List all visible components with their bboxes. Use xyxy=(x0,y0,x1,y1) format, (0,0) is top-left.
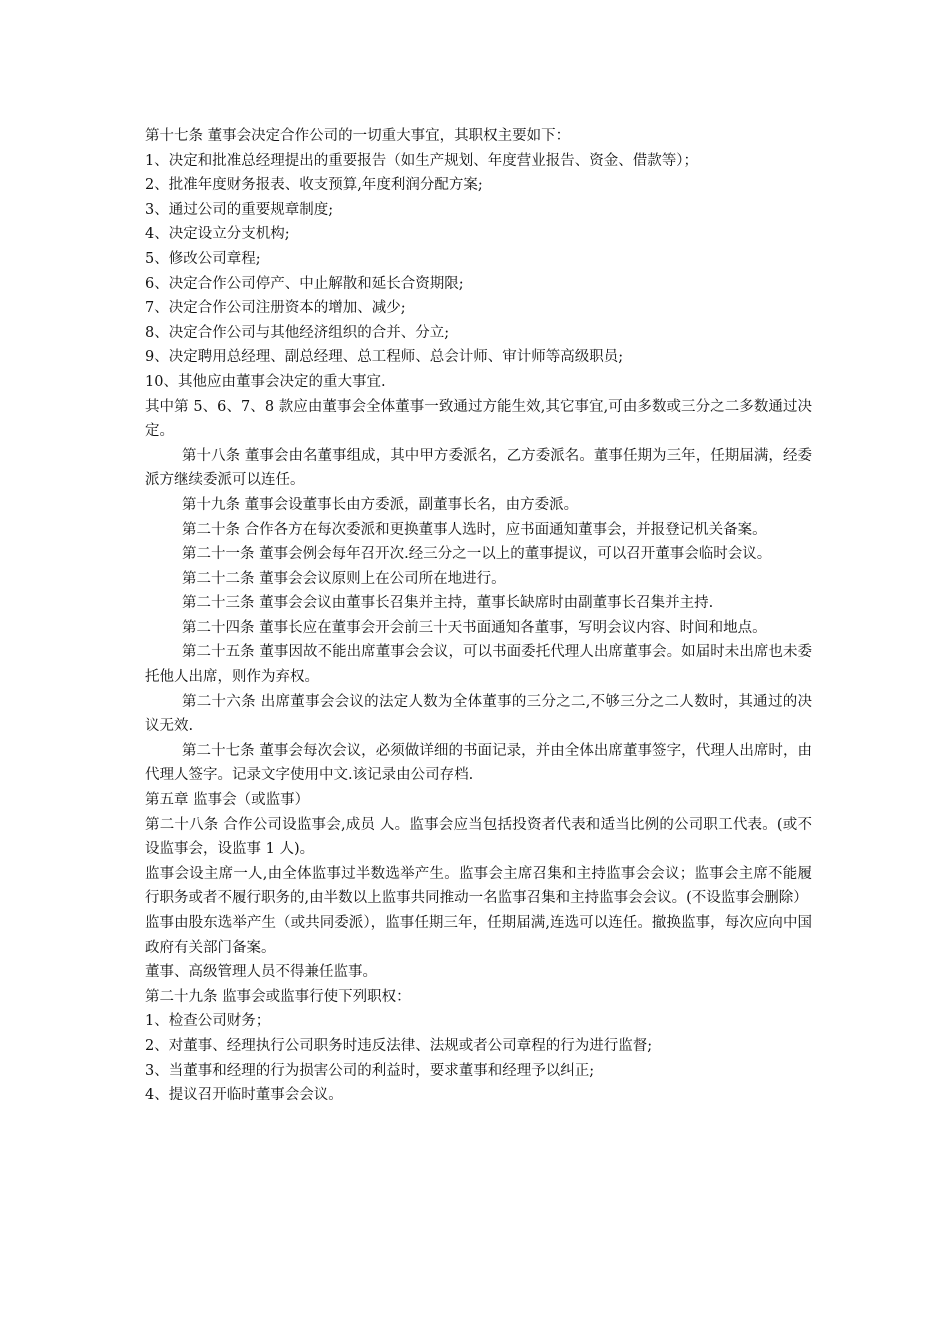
list-item: 3、通过公司的重要规章制度; xyxy=(145,201,334,218)
list-item: 1、检查公司财务； xyxy=(145,1013,271,1030)
article-22: 第二十二条 董事会会议原则上在公司所在地进行。 xyxy=(182,570,506,587)
supervisor-election-paragraph: 监事由股东选举产生（或共同委派），监事任期三年，任期届满,连选可以连任。撤换监事，每次应向中国政府有关部门备案。 xyxy=(145,915,812,956)
article-27: 第二十七条 董事会每次会议，必须做详细的书面记录，并由全体出席董事签字，代理人出席时，由代理人签字。记录文字使用中文.该记录由公司存档. xyxy=(145,742,812,784)
article-17-heading: 第十七条 董事会决定合作公司的一切重大事宜，其职权主要如下： xyxy=(145,128,571,144)
article-24: 第二十四条 董事长应在董事会开会前三十天书面通知各董事，写明会议内容、时间和地点。 xyxy=(182,619,767,636)
no-dual-role-paragraph: 董事、高级管理人员不得兼任监事。 xyxy=(145,964,377,981)
voting-note: 其中第 5、6、7、8 款应由董事会全体董事一致通过方能生效,其它事宜,可由多数或三分之二多数通过决定。 xyxy=(145,398,812,440)
list-item: 4、决定设立分支机构; xyxy=(145,226,290,243)
list-item: 3、当董事和经理的行为损害公司的利益时，要求董事和经理予以纠正; xyxy=(145,1062,595,1079)
list-item: 7、决定合作公司注册资本的增加、减少; xyxy=(145,300,406,317)
article-26: 第二十六条 出席董事会会议的法定人数为全体董事的三分之二,不够三分之二人数时，其通过的决议无效. xyxy=(145,693,812,735)
list-item: 10、其他应由董事会决定的重大事宜. xyxy=(145,373,386,390)
article-21: 第二十一条 董事会例会每年召开次.经三分之一以上的董事提议，可以召开董事会临时会议。 xyxy=(182,546,772,563)
supervisory-chair-paragraph: 监事会设主席一人,由全体监事过半数选举产生。监事会主席召集和主持监事会会议；监事会主席不能履行职务或者不履行职务的,由半数以上监事共同推动一名监事召集和主持监事会会议。(不设监事会删除） xyxy=(145,865,812,907)
article-18: 第十八条 董事会由名董事组成，其中甲方委派名，乙方委派名。董事任期为三年，任期届满，经委派方继续委派可以连任。 xyxy=(145,447,812,489)
list-item: 9、决定聘用总经理、副总经理、总工程师、总会计师、审计师等高级职员; xyxy=(145,349,624,366)
list-item: 6、决定合作公司停产、中止解散和延长合资期限; xyxy=(145,275,464,292)
article-29-heading: 第二十九条 监事会或监事行使下列职权： xyxy=(145,988,411,1005)
document-body xyxy=(145,124,812,1108)
list-item: 5、修改公司章程; xyxy=(145,250,261,267)
list-item: 4、提议召开临时董事会会议。 xyxy=(145,1087,343,1104)
article-28: 第二十八条 合作公司设监事会,成员 人。监事会应当包括投资者代表和适当比例的公司职工代表。(或不设监事会，设监事 1 人)。 xyxy=(145,816,812,858)
article-20: 第二十条 合作各方在每次委派和更换董事人选时，应书面通知董事会，并报登记机关备案。 xyxy=(182,521,767,538)
list-item: 1、决定和批准总经理提出的重要报告（如生产规划、年度营业报告、资金、借款等）； xyxy=(145,152,698,169)
article-23: 第二十三条 董事会会议由董事长召集并主持，董事长缺席时由副董事长召集并主持. xyxy=(182,595,714,612)
list-item: 8、决定合作公司与其他经济组织的合并、分立; xyxy=(145,324,450,341)
list-item: 2、对董事、经理执行公司职务时违反法律、法规或者公司章程的行为进行监督; xyxy=(145,1037,653,1054)
list-item: 2、批准年度财务报表、收支预算,年度利润分配方案; xyxy=(145,177,483,194)
article-19: 第十九条 董事会设董事长由方委派，副董事长名，由方委派。 xyxy=(182,496,579,513)
chapter-5-heading: 第五章 监事会（或监事） xyxy=(145,792,310,809)
article-25: 第二十五条 董事因故不能出席董事会会议，可以书面委托代理人出席董事会。如届时未出席也未委托他人出席，则作为弃权。 xyxy=(145,644,812,686)
